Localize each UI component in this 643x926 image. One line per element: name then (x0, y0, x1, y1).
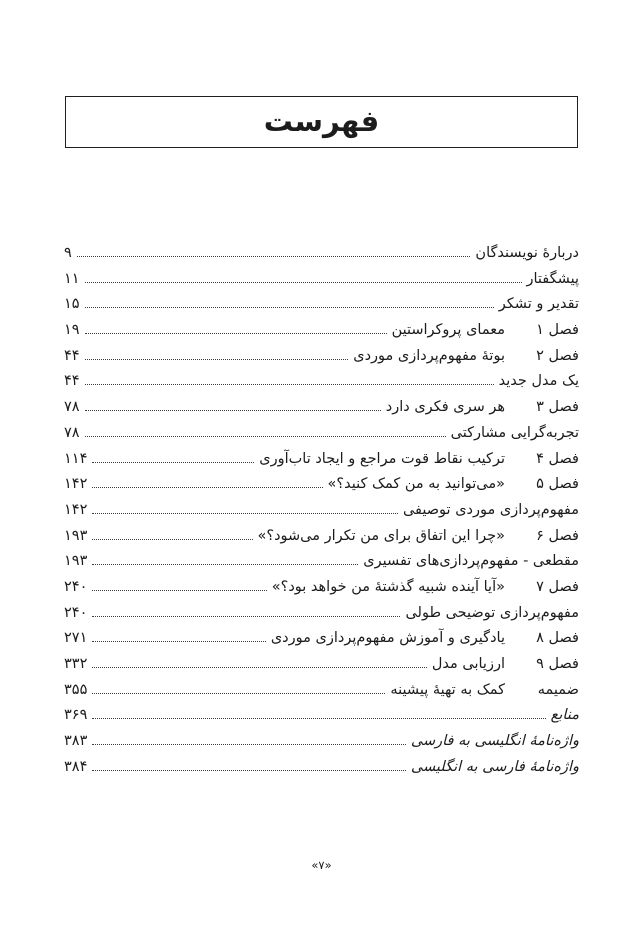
entry-title: ارزیابی مدل (431, 656, 505, 672)
dot-leader (92, 693, 385, 694)
dot-leader (92, 590, 266, 591)
chapter-label: ضمیمه (537, 681, 579, 698)
toc-row (64, 549, 579, 575)
toc-row (64, 601, 579, 627)
toc-row (64, 318, 579, 344)
dot-leader (85, 333, 387, 334)
toc-list (64, 241, 579, 780)
entry-page-number: ۱۹۳ (64, 527, 88, 544)
entry-page-number: ۲۷۱ (64, 630, 88, 647)
chapter-label: فصل ۳ (536, 399, 579, 416)
entry-page-number: ۳۸۴ (64, 758, 88, 775)
chapter-label: فصل ۸ (536, 630, 579, 647)
page-number-footer: «۷» (311, 858, 332, 872)
dot-leader (92, 487, 322, 488)
dot-leader (85, 436, 446, 437)
entry-page-number: ۲۴۰ (64, 604, 88, 621)
entry-page-number: ۱۴۲ (64, 501, 88, 518)
dot-leader (92, 539, 252, 540)
entry-title: دربارۀ نویسندگان (475, 245, 579, 261)
toc-row (64, 344, 579, 370)
toc-row (64, 678, 579, 704)
contents-title-box (65, 96, 578, 148)
toc-row (64, 626, 579, 652)
entry-title: یک مدل جدید (498, 373, 579, 390)
chapter-label: فصل ۹ (536, 656, 579, 672)
entry-page-number: ۲۴۰ (64, 578, 88, 595)
dot-leader (92, 770, 406, 771)
dot-leader (92, 718, 545, 719)
entry-title: کمک به تهیۀ پیشینه (390, 681, 505, 698)
entry-page-number: ۳۶۹ (64, 707, 88, 724)
entry-title: ترکیب نقاط قوت مراجع و ایجاد تاب‌آوری (259, 450, 505, 467)
dot-leader (92, 641, 265, 642)
entry-title: «می‌توانید به من کمک کنید؟» (327, 476, 505, 493)
entry-page-number: ۱۹ (64, 322, 80, 339)
contents-title: فهرست (263, 104, 380, 138)
entry-title: معمای پروکراستین (391, 322, 505, 339)
toc-row (64, 524, 579, 550)
dot-leader (85, 410, 381, 411)
toc-row (64, 652, 579, 678)
entry-title: «چرا این اتفاق برای من تکرار می‌شود؟» (257, 527, 505, 544)
entry-title: مفهوم‌پردازی توضیحی طولی (405, 604, 579, 621)
dot-leader (92, 744, 406, 745)
dot-leader (85, 359, 349, 360)
entry-title: مقطعی - مفهوم‌پردازی‌های تفسیری (363, 553, 579, 570)
toc-row (64, 421, 579, 447)
entry-page-number: ۷۸ (64, 399, 80, 416)
toc-row (64, 498, 579, 524)
entry-title: مفهوم‌پردازی موردی توصیفی (402, 501, 579, 518)
toc-row (64, 755, 579, 781)
entry-page-number: ۹ (64, 245, 72, 261)
entry-title: هر سری فکری دارد (385, 399, 505, 416)
entry-title: تجربه‌گرایی مشارکتی (450, 424, 579, 441)
entry-page-number: ۳۳۲ (64, 656, 88, 672)
dot-leader (77, 256, 471, 257)
toc-row (64, 395, 579, 421)
toc-row (64, 369, 579, 395)
entry-page-number: ۳۵۵ (64, 681, 88, 698)
entry-page-number: ۱۱ (64, 270, 80, 287)
dot-leader (92, 564, 358, 565)
entry-title: واژه‌نامۀ فارسی به انگلیسی (410, 758, 579, 775)
toc-row (64, 472, 579, 498)
chapter-label: فصل ۲ (536, 347, 579, 364)
dot-leader (92, 667, 426, 668)
dot-leader (92, 616, 400, 617)
entry-title: تقدیر و تشکر (498, 296, 579, 313)
chapter-label: فصل ۷ (536, 578, 579, 595)
toc-row (64, 447, 579, 473)
entry-title: پیشگفتار (526, 270, 579, 287)
chapter-label: فصل ۶ (536, 527, 579, 544)
entry-page-number: ۴۴ (64, 347, 80, 364)
entry-page-number: ۷۸ (64, 424, 80, 441)
entry-title: منابع (550, 707, 579, 724)
chapter-label: فصل ۱ (536, 322, 579, 339)
dot-leader (92, 513, 398, 514)
entry-page-number: ۳۸۳ (64, 733, 88, 750)
entry-title: واژه‌نامۀ انگلیسی به فارسی (410, 733, 579, 750)
toc-row (64, 267, 579, 293)
entry-title: «آیا آینده شبیه گذشتۀ من خواهد بود؟» (271, 578, 505, 595)
entry-page-number: ۱۵ (64, 296, 80, 313)
chapter-label: فصل ۵ (536, 476, 579, 493)
toc-row (64, 729, 579, 755)
entry-page-number: ۴۴ (64, 373, 80, 390)
entry-page-number: ۱۱۴ (64, 450, 88, 467)
toc-row (64, 292, 579, 318)
dot-leader (92, 462, 254, 463)
chapter-label: فصل ۴ (536, 450, 579, 467)
dot-leader (85, 307, 494, 308)
toc-row (64, 241, 579, 267)
entry-page-number: ۱۴۲ (64, 476, 88, 493)
toc-row (64, 575, 579, 601)
dot-leader (85, 384, 494, 385)
entry-title: یادگیری و آموزش مفهوم‌پردازی موردی (270, 630, 505, 647)
entry-page-number: ۱۹۳ (64, 553, 88, 570)
dot-leader (85, 282, 522, 283)
entry-title: بوتۀ مفهوم‌پردازی موردی (353, 347, 505, 364)
toc-row (64, 703, 579, 729)
